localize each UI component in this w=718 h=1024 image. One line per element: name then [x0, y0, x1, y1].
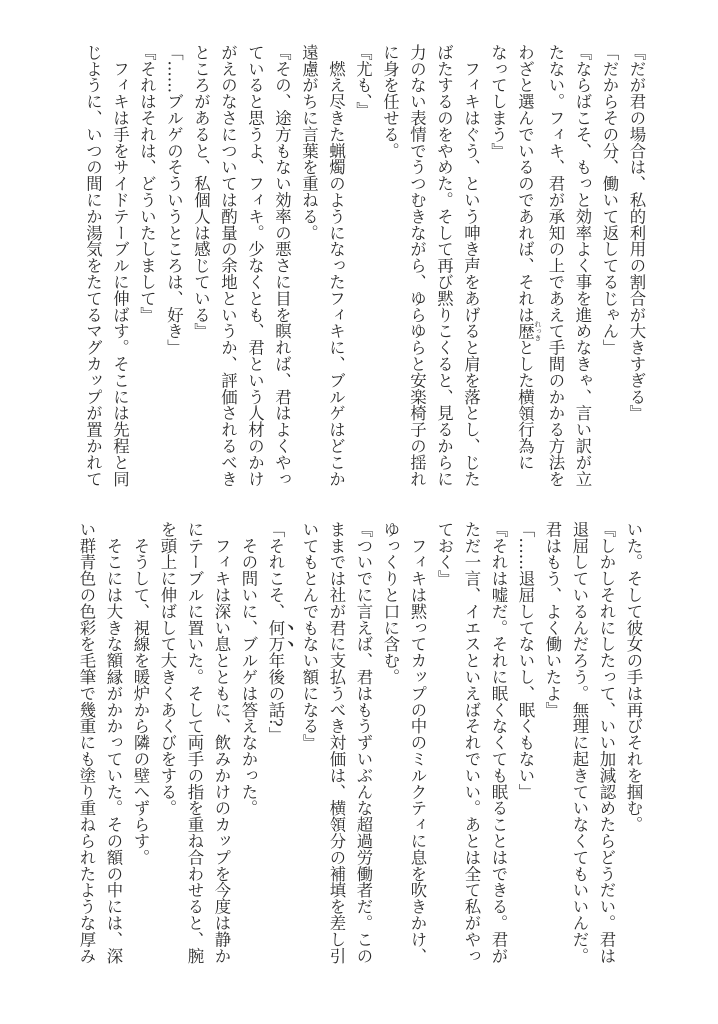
- text-column-line: [485, 44, 512, 494]
- text-column-line: [323, 521, 350, 971]
- text-segment: 『尤も、』: [353, 44, 373, 118]
- text-segment: とした横領行為に: [515, 339, 535, 471]
- text-segment: い群青色の色彩を毛筆で幾重にも塗り重ねられたような厚み: [77, 521, 96, 964]
- text-segment: いてもとんでもない額になる』: [300, 521, 319, 751]
- text-column-line: [377, 44, 404, 494]
- text-column-line: [269, 44, 296, 494]
- text-column-line: [512, 44, 543, 494]
- text-segment: に身を任せる。: [380, 44, 400, 159]
- text-column-line: [296, 44, 323, 494]
- text-segment: そうして、視線を暖炉から隣の壁へずらす。: [131, 521, 150, 866]
- text-segment: ゆっくりと口に含む。: [381, 521, 400, 685]
- text-column-line: [404, 521, 431, 971]
- text-column-line: [73, 521, 100, 971]
- text-column-line: [215, 44, 242, 494]
- text-segment: 『ならばこそ、もっと効率よく事を進めなきゃ、言い訳が立: [573, 44, 592, 487]
- text-segment: 燃え尽きた蝋燭のようになったフィキに、ブルゲはどこか: [326, 44, 346, 487]
- text-segment: 「……退屈してないし、眠くもない」: [516, 521, 535, 800]
- text-column-line: [262, 521, 296, 971]
- text-column-line: [154, 521, 181, 971]
- text-column-line: [623, 44, 650, 494]
- text-segment: ところがあると、私個人は感じている』: [191, 44, 211, 340]
- text-segment: ばたするのをやめた。そして再び黙りこくると、見るからに: [434, 44, 454, 487]
- text-column-line: [323, 44, 350, 494]
- text-segment: ていると思うよ、フィキ。少なくとも、君という人材のかけ: [245, 44, 265, 487]
- text-segment: を頭上に伸ばして大きくあくびをする。: [158, 521, 177, 817]
- text-column-line: [512, 521, 539, 971]
- text-segment: 「だからその分、働いて返してるじゃん」: [600, 44, 619, 356]
- text-segment: がえのなさについては酌量の余地というか、評価されるべき: [218, 44, 238, 487]
- text-segment: ただ一言、イエスといえばそれでいい。あとは全て私がやっ: [462, 521, 481, 964]
- text-column-line: [80, 44, 107, 494]
- text-segment: 「……ブルゲのそういうところは、好き」: [164, 44, 184, 356]
- ruby-base: 歴: [515, 320, 535, 342]
- ruby-annotation: れっき: [534, 320, 542, 342]
- text-segment: ておく』: [435, 521, 454, 587]
- text-segment: なってしまう』: [488, 44, 508, 159]
- text-segment: フィキは黙ってカップの中のミルクティに息を吹きかけ、: [408, 521, 427, 964]
- text-segment: フィキはぐう、という呻き声をあげると肩を落とし、じた: [461, 44, 481, 487]
- text-segment: 「それこそ、: [266, 521, 285, 620]
- text-segment: ままでは社が君に支払うべき対価は、横領分の補填を差し引: [327, 521, 346, 964]
- text-column-line: [134, 44, 161, 494]
- text-column-line: [350, 44, 377, 494]
- text-column-line: [208, 521, 235, 971]
- text-segment: 力のない表情でうつむきながら、ゆらゆらと安楽椅子の揺れ: [407, 44, 427, 487]
- text-column-line: [127, 521, 154, 971]
- text-column-line: [161, 44, 188, 494]
- text-segment: その問いに、ブルゲは答えなかった。: [239, 521, 258, 817]
- text-segment: 『だが君の場合は、私的利用の割合が大きすぎる』: [627, 44, 646, 422]
- text-segment: 『ついでに言えば、君はもうずいぶんな超過労働者だ。この: [354, 521, 373, 964]
- text-column-line: [431, 521, 458, 971]
- text-segment: 遠慮がちに言葉を重ねる。: [299, 44, 319, 241]
- text-column-line: [404, 44, 431, 494]
- text-column-line: [350, 521, 377, 971]
- text-segment: フィキは手をサイドテーブルに伸ばす。そこには先程と同: [110, 44, 130, 487]
- bottom-text-block: [73, 521, 647, 971]
- top-text-block: [80, 44, 651, 494]
- text-segment: たない。フィキ、君が承知の上であえて手間のかかる方法を: [546, 44, 565, 487]
- text-column-line: [107, 44, 134, 494]
- text-segment: わざと選んでいるのであれば、それは: [515, 44, 535, 323]
- text-column-line: [539, 521, 566, 971]
- text-segment: 『その、途方もない効率の悪さに目を瞑れば、君はよくやっ: [272, 44, 292, 487]
- text-column-line: [188, 44, 215, 494]
- text-column-line: [593, 521, 620, 971]
- emphasized-text: 何万: [266, 619, 285, 653]
- ruby-text: [515, 320, 542, 342]
- text-segment: 君はもう、よく働いたよ』: [543, 521, 562, 718]
- text-column-line: [242, 44, 269, 494]
- text-segment: じように、いつの間にか湯気をたてるマグカップが置かれて: [83, 44, 103, 487]
- text-column-line: [431, 44, 458, 494]
- text-segment: 『それは嘘だ。それに眠くなくても眠ることはできる。君が: [489, 521, 508, 964]
- text-segment: 退屈しているんだろう。無理に起きていなくてもいいんだ。: [570, 521, 589, 964]
- text-segment: そこには大きな額縁がかかっていた。その額の中には、深: [104, 521, 123, 964]
- text-column-line: [596, 44, 623, 494]
- text-column-line: [100, 521, 127, 971]
- text-segment: フィキは深い息とともに、飲みかけのカップを今度は静か: [212, 521, 231, 964]
- text-column-line: [377, 521, 404, 971]
- text-column-line: [620, 521, 647, 971]
- text-column-line: [296, 521, 323, 971]
- text-segment: 年後の話?」: [266, 652, 285, 744]
- text-column-line: [485, 521, 512, 971]
- text-segment: にテーブルに置いた。そして両手の指を重ね合わせると、腕: [185, 521, 204, 964]
- text-segment: いた。そして彼女の手は再びそれを掴む。: [624, 521, 643, 833]
- text-column-line: [566, 521, 593, 971]
- text-segment: 『しかしそれにしたって、いい加減認めたらどうだい。君は: [597, 521, 616, 964]
- text-column-line: [181, 521, 208, 971]
- text-column-line: [458, 44, 485, 494]
- text-column-line: [235, 521, 262, 971]
- text-column-line: [542, 44, 569, 494]
- text-column-line: [569, 44, 596, 494]
- text-column-line: [458, 521, 485, 971]
- text-segment: 『それはそれは、どういたしまして』: [137, 44, 157, 323]
